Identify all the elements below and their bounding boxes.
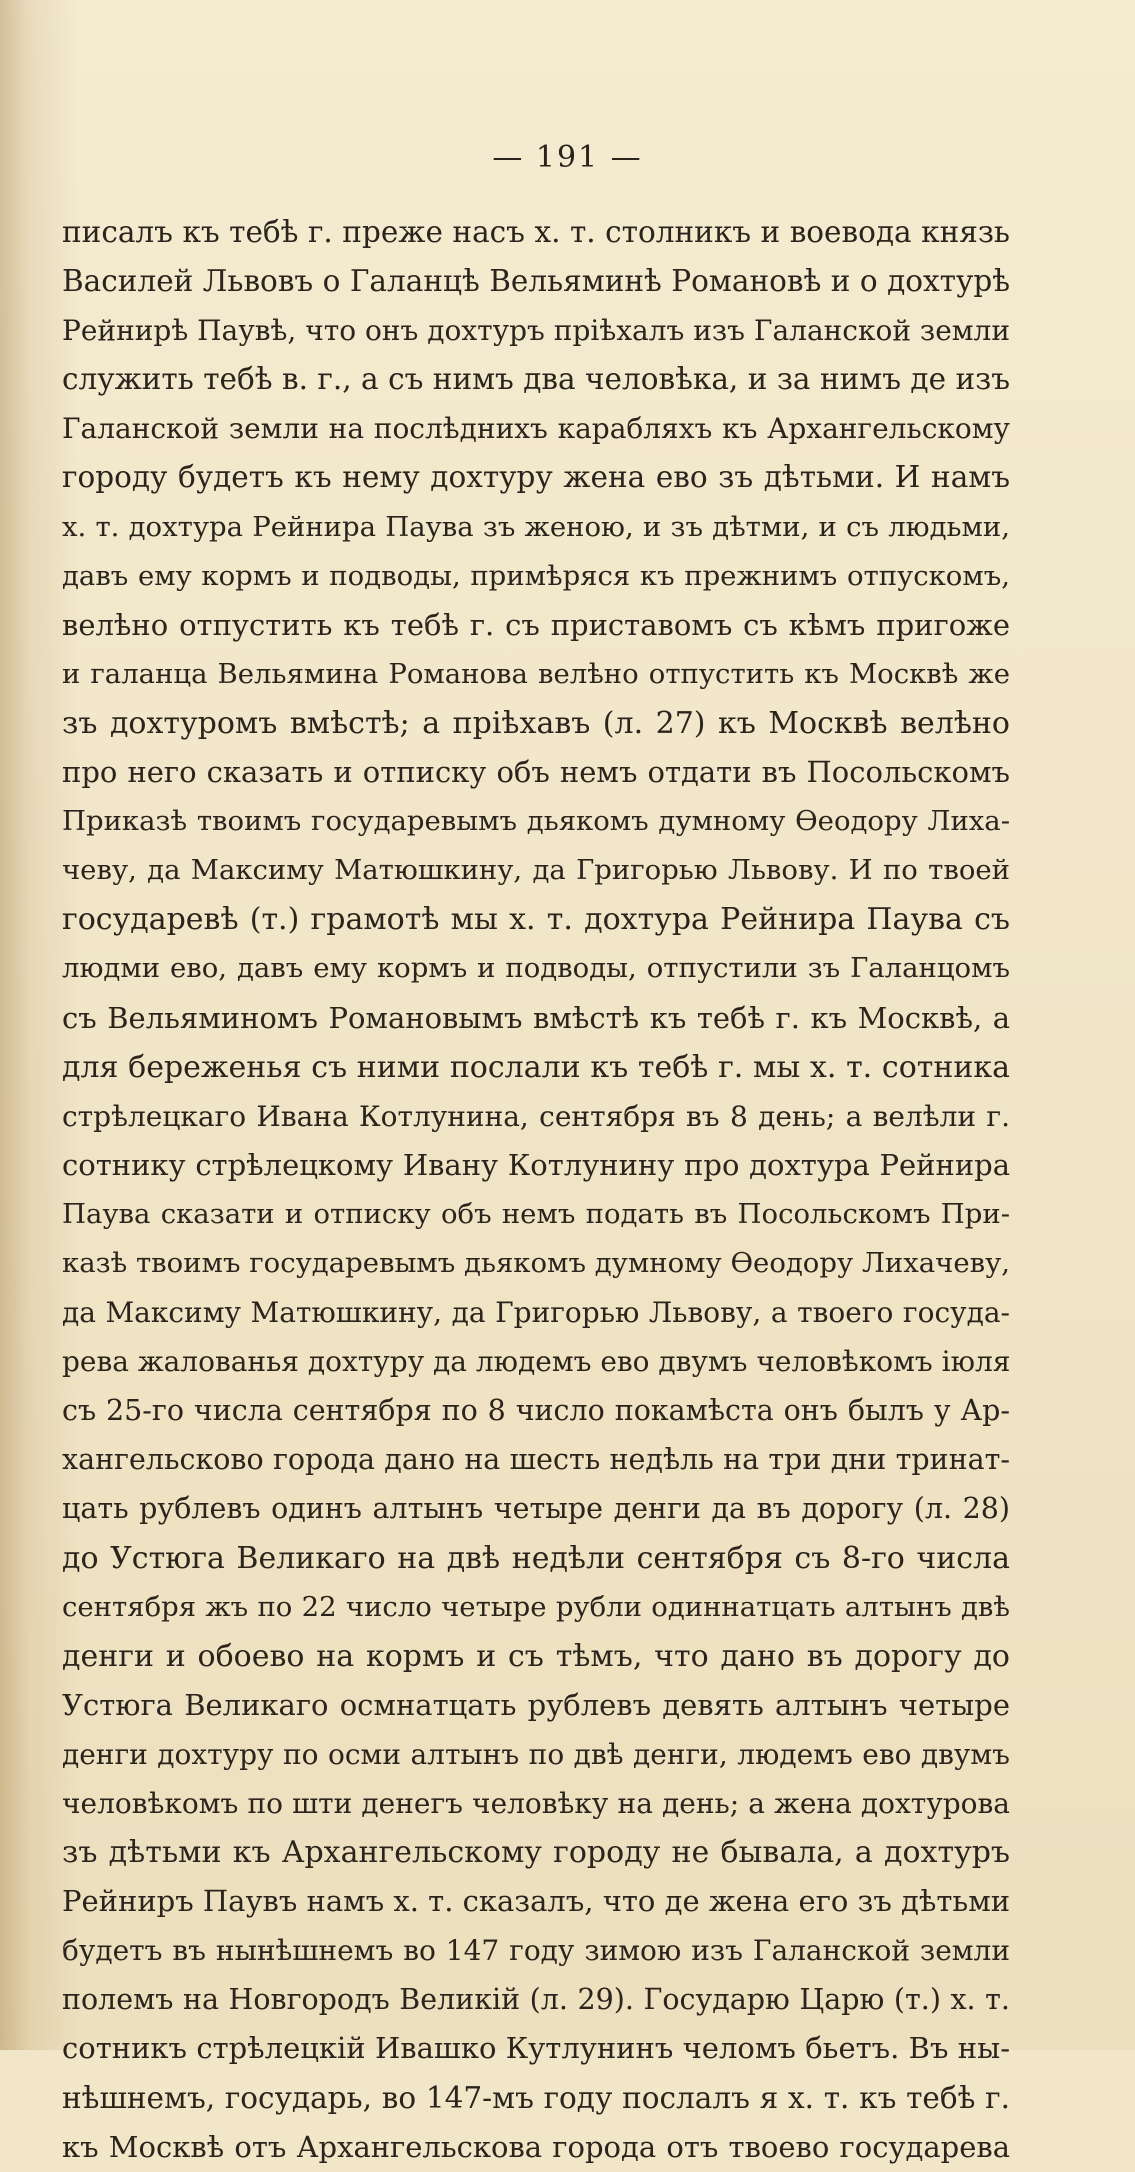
text-line: х. т. дохтура Рейнира Паува зъ женою, и зъ дѣтми, и съ людьми,: [62, 510, 1010, 543]
text-line: Паува сказати и отписку объ немъ подать въ Посольскомъ При-: [62, 1197, 1010, 1230]
page-number: — 191 —: [492, 140, 643, 175]
text-line: городу будетъ къ нему дохтуру жена ево зъ дѣтьми. И намъ: [62, 460, 1010, 495]
text-line: писалъ къ тебѣ г. преже насъ х. т. столникъ и воевода князь: [62, 215, 1010, 249]
text-line: Галанской земли на послѣднихъ карабляхъ къ Архангельскому: [62, 412, 1010, 446]
text-line: Устюга Великаго осмнатцать рублевъ девять алтынъ четыре: [62, 1687, 1010, 1722]
text-line: полемъ на Новгородъ Великiй (л. 29). Государю Царю (т.) х. т.: [62, 1983, 1010, 2017]
body-text: [62, 208, 1010, 2172]
text-line: давъ ему кормъ и подводы, примѣряся къ прежнимъ отпускомъ,: [62, 559, 1010, 592]
text-line: нѣшнемъ, государь, во 147-мъ году послалъ я х. т. къ тебѣ г.: [62, 2080, 1010, 2115]
text-line: къ Москвѣ отъ Архангельскова города отъ твоево государева: [62, 2129, 1010, 2164]
text-line: Рейнирѣ Паувѣ, что онъ дохтуръ прiѣхалъ изъ Галанской земли: [62, 314, 1010, 348]
text-line: Василей Львовъ о Галанцѣ Вельяминѣ Романовѣ и о дохтурѣ: [62, 264, 1010, 299]
text-line: Приказѣ твоимъ государевымъ дьякомъ думному Ѳеодору Лиха-: [62, 805, 1010, 838]
text-line: будетъ въ нынѣшнемъ во 147 году зимою изъ Галанской земли: [62, 1934, 1010, 1968]
text-line: денги дохтуру по осми алтынъ по двѣ денги, людемъ ево двумъ: [62, 1737, 1010, 1771]
text-line: зъ дохтуромъ вмѣстѣ; а прiѣхавъ (л. 27) къ Москвѣ велѣно: [62, 705, 1010, 741]
text-line: денги и обоево на кормъ и съ тѣмъ, что дано въ дорогу до: [62, 1638, 1010, 1674]
text-line: людми ево, давъ ему кормъ и подводы, отпустили зъ Галанцомъ: [62, 952, 1010, 985]
text-line: про него сказать и отписку объ немъ отдати въ Посольскомъ: [62, 755, 1010, 790]
text-line: чеву, да Максиму Матюшкину, да Григорью Львову. И по твоей: [62, 854, 1010, 887]
text-line: казѣ твоимъ государевымъ дьякомъ думному Ѳеодору Лихачеву,: [62, 1246, 1010, 1279]
text-line: человѣкомъ по шти денегъ человѣку на день; а жена дохтурова: [62, 1787, 1010, 1820]
text-line: Рейниръ Паувъ намъ х. т. сказалъ, что де жена его зъ дѣтьми: [62, 1884, 1010, 1919]
text-line: да Максиму Матюшкину, да Григорью Львову, а твоего госуда-: [62, 1296, 1010, 1330]
text-line: сотникъ стрѣлецкiй Ивашко Кутлунинъ челомъ бьетъ. Въ ны-: [62, 2031, 1010, 2066]
text-line: зъ дѣтьми къ Архангельскому городу не бывала, а дохтуръ: [62, 1835, 1010, 1871]
text-line: сотнику стрѣлецкому Ивану Котлунину про дохтура Рейнира: [62, 1147, 1010, 1182]
text-line: и галанца Вельямина Романова велѣно отпустить къ Москвѣ же: [62, 657, 1010, 690]
text-line: до Устюга Великаго на двѣ недѣли сентября съ 8-го числа: [62, 1540, 1010, 1576]
text-line: рева жалованья дохтуру да людемъ ево двумъ человѣкомъ iюля: [62, 1345, 1010, 1379]
text-line: цать рублевъ одинъ алтынъ четыре денги да въ дорогу (л. 28): [62, 1492, 1010, 1526]
text-line: сентября жъ по 22 число четыре рубли одиннатцать алтынъ двѣ: [62, 1590, 1010, 1623]
text-line: съ Вельяминомъ Романовымъ вмѣстѣ къ тебѣ г. къ Москвѣ, а: [62, 1000, 1010, 1035]
text-line: для береженья съ ними послали къ тебѣ г. мы х. т. сотника: [62, 1049, 1010, 1085]
text-line: велѣно отпустить къ тебѣ г. съ приставомъ съ кѣмъ пригоже: [62, 607, 1010, 642]
text-line: государевѣ (т.) грамотѣ мы х. т. дохтура Рейнира Паува съ: [62, 902, 1010, 938]
text-line: хангельсково города дано на шесть недѣль на три дни тринат-: [62, 1443, 1010, 1477]
text-line: служить тебѣ в. г., а съ нимъ два человѣка, и за нимъ де изъ: [62, 362, 1010, 397]
text-line: стрѣлецкаго Ивана Котлунина, сентября въ 8 день; а велѣли г.: [62, 1099, 1010, 1133]
text-line: съ 25-го числа сентября по 8 число покамѣста онъ былъ у Ар-: [62, 1394, 1010, 1428]
